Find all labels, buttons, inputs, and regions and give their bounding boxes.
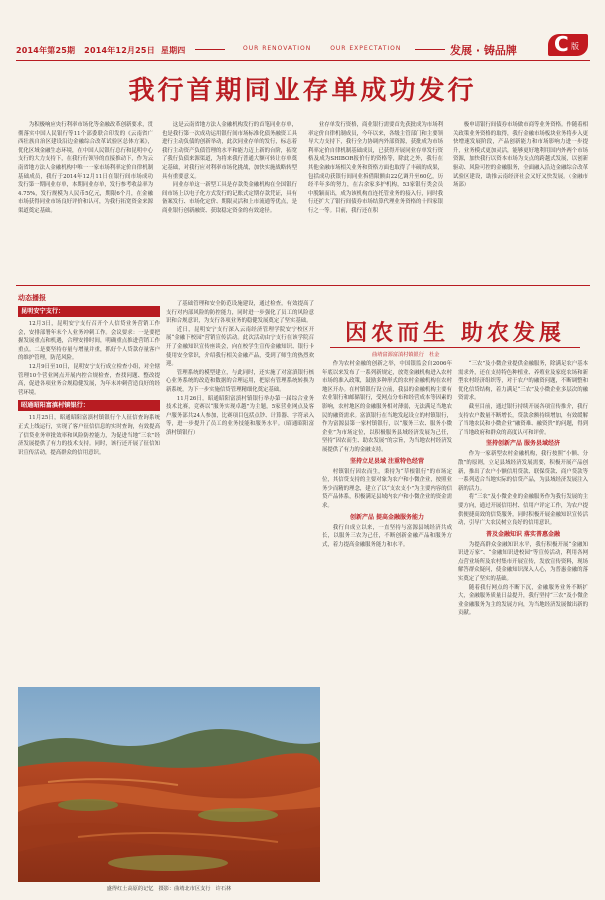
article2-para1: 作为农村金融的创新之举，中国银监会自2006年年底以来发布了一系列新规定，放宽金融机构进入农村市场的准入政策，鼓励多种形式的农村金融机构在农村地区开办。在村镇银行设立前，我县的金融机构主要有农业银行和邮储银行，受网点分布和经营成本等因素的影响，农村地区的金融服务相对薄弱，无法满足当地农民的融资需求。富滇银行在当地发起设立的村镇银行，作为富源县第一家村镇银行，以“服务三农、服务小微企业”为市场定位，以积极服务县域经济发展为己任，坚持“因农而生、助农发展”的宗旨，为当地农村经济发展提供了有力的金融支持。 <box>322 361 452 453</box>
header-rule-right <box>415 49 445 50</box>
issue-date: 2014年12月25日 <box>84 46 155 55</box>
article2-para8: 为提高群众金融知识水平，我行积极开展“金融知识进万家”、“金融知识进校园”等宣传活动，利用各网点营业场所及农村集市开展宣传，发放宣传资料，现场解答群众疑问，使金融知识深入人心，为普惠金融的落实奠定了坚实的基础。 <box>458 541 588 583</box>
article2-para5: 我行自成立以来，一直坚持与富源县域经济共成长，以服务三农为己任，不断创新金融产品和服务方式，着力提高金融服务能力和水平。 <box>322 524 452 548</box>
article1-col4 <box>453 121 588 281</box>
section-badge <box>548 34 588 56</box>
news-brief-p5: 近日，昆明安宁支行深入云南经济管理学院安宁校区开展“金融下校园”营销宣传活动。此次活动由宁支行在该学院召开了金融知识宣传座谈会，向在校学生宣传金融知识、银行卡使用安全常识，介绍我行相关金融产品，受到了师生的热烈欢迎。 <box>166 326 314 368</box>
header-divider <box>16 60 590 61</box>
news-brief-label: 动态播报 <box>18 294 46 302</box>
article1-col2 <box>162 121 297 281</box>
badge-word: 版 <box>571 42 579 51</box>
news-brief-p4: 了基础管理和安全防范设施建设，通过检查，有效提高了支行对内部风险的防控能力，同时进一步强化了员工的风险意识和合规意识，为支行各项业务的稳健发展奠定了坚实基础。 <box>166 301 314 325</box>
article1-para4: 业存单发行资格，商业银行需要首先获批成为市场利率定价自律机制成员，今年以来，各级主管部门和主要领导大力支持下，我行全力协调内外部资源，获批成为市场利率定价自律机制基础成员，已获得开展同业存单发行资格及成为SHIBOR报价行的资格等，除此之外，我行在其他金融市场相关业务和资格方面也取得了丰硕的成果，包括成功获银行间同业拆借限额由22亿调升至60亿，历经半年多的努力，在古余家多护机构，53家银行类会员中脱颖而出，成为该机构直连托管业务的接入行，同时我行还扩大了银行间债券市场结算代理业务资格的十四家银行之一等。目前，我行还在积 <box>308 122 443 214</box>
news-brief-col1 <box>18 292 160 682</box>
article2-para9: 随着我行网点的不断下沉，金融服务业务不断扩大，金融服务质量日益提升，我行坚持“三农”及小微企业金融服务为主的发展方向，为当地经济发展做出新的贡献。 <box>458 584 588 617</box>
news-brief-sub2: 昭通昭阳富滇村镇银行： <box>18 400 160 411</box>
article1-col3 <box>308 121 443 281</box>
slogan-renovation: OUR RENOVATION <box>243 45 312 52</box>
article1-title: 我行首期同业存单成功发行 <box>128 76 477 106</box>
article2-subhead4: 普及金融知识 落实普惠金融 <box>485 530 561 538</box>
photo-caption: 盛得红土高原的记忆 摄影：曲靖北市区支行 许石林 <box>106 886 232 892</box>
news-brief-p6: 管理系统的模型建立，与此同时，还实施了对富滇银行核心业务系统的改造和数据的合理运用，把原有管理系统转换为新系统，为下一步实施信贷管理精细化奠定基础。 <box>166 369 314 393</box>
slogan-expectation: OUR EXPECTATION <box>330 45 402 52</box>
header-slogan <box>235 45 409 52</box>
article2-col2 <box>458 360 588 885</box>
article-divider <box>16 285 590 286</box>
article2-para2: 村镇银行因农而生，秉持为“草根银行”的市场定位，其信贷支持的主要对象为农户和小微企业，按照业务少而精的理念，建立了以“支农支小”为主要内容的信贷产品体系，积极满足县域内农户和小微企业的资金需求。 <box>322 468 452 509</box>
page-header <box>0 0 605 62</box>
news-brief-p2: 12月9日至10日，昆明安宁支行成立检查小组，对全辖管理10个营业网点开展内控合规检查，查找问题、整改提高，促进各项业务合规稳健发展，为年末冲刺营造良好的经营环境。 <box>18 363 160 396</box>
title2-rule <box>330 347 580 348</box>
news-brief-sub1: 昆明安宁支行： <box>18 306 160 317</box>
issue-info <box>16 45 186 56</box>
article1-para2: 这是云南省地方法人金融机构发行的首笔同业存单，也是我行第一次成功运用银行间市场标准化债务融资工具进行主动负债的创新举动，此次同业存单的发行，标志着我行主动资产负债管理的水平和能力迈上新的台阶，拓宽了我行负债来源渠道，为将来我行普通大额可转让存单奠定基础，对我行应对利率市场化挑战，加快实施战略转型具有重要意义。 <box>162 122 297 180</box>
article1-col1 <box>18 121 153 281</box>
article2-para6: 作为一家新型农村金融机构，我行按照“小额、分散”的原则，立足县域经济发展需要，积极开展产品创新，推出了农户小额信用贷款、联保贷款、商户贷款等一系列适合当地实际的信贷产品，为县域经济发展注入新的活力。 <box>458 451 588 492</box>
article1-para5: 极申请银行间债券市场做市商等业务资格。作随着相关政策业务资格的取得，我行金融市场板块业务将步入更快增速发展阶段，产品创新能力和市场影响力进一步提升，业务模式更加灵活，能够更好地利用国内外两个市场资源，加快我行以资本市场为支点的跨越式发展，以创新驱动、风险可控的金融服务，全面融入沿边金融综合改革试验区建设，助推云南经济社会又好又快发展。（金融市场部） <box>453 122 588 189</box>
issue-weekday: 星期四 <box>160 46 186 55</box>
article2-para3: “三农”及小微企业提供金融服务，除满足农户基本需求外，还在支持特色种植业、养殖业及家庭农场和新型农村经济组织等，对于农户的融资问题，不断调整和优化信贷结构，着力满足“三农”及小微企业多层次的融资需求。 <box>458 361 588 402</box>
article2-subhead3: 创新产品 提高金融服务能力 <box>349 513 425 521</box>
article2-col1 <box>322 360 452 885</box>
news-brief-p3: 11月25日，昭通昭阳富滇村镇银行个人征信查询系统正式上线运行，实现了客户征信信息的实时查询，有效提高了信贷业务审批效率和风险防控能力，为促进当地“三农”经济发展提供了有力的技术支持。同时，该行还开展了征信知识宣传活动，提高群众的信用意识。 <box>18 415 160 456</box>
issue-number: 2014年第25期 <box>16 46 76 55</box>
article2-title: 因农而生 助农发展 <box>345 321 565 346</box>
article2-para7: 将“三农”及小微企业的金融服务作为我行发展的主要方向，通过开展信用村、信用户评定工作，为农户提供便捷高效的信贷服务，同时积极开展金融知识宣传活动，引导广大农民树立良好的信用意识。 <box>458 494 588 527</box>
news-brief-p1: 12月3日，昆明安宁支行召开个人信贷业务营销工作会，安排部署年末个人业务冲刺工作。会议要求：一是要把握发展重点和机遇，合理安排时间，明确重点推进营销工作重点。二是要坚持存量与增量并重，抓好个人贷款存量客户的维护管理，防范风险。 <box>18 321 160 362</box>
article1-para1: 为积极响应央行利率市场化等金融改革创新要求，贯彻落实中国人民银行等11个部委联合印发的《云南省广西壮族自治区建设沿边金融综合改革试验区总体方案》，优化区域金融生态环境，在中国人民银行总行和昆明中心支行的大力支持下，在我行行领导的直接推动下，作为云南省地方法人金融机构中唯一一家市场利率定价自律机制基础成员，我行于2014年12月11日在银行间市场成功发行第一期同业存单，本期同业存单，发行参考收益率为4.75%，发行规模为人民币5亿元，期限6个月，在金融市场获得同业市场良好评价和认可，为我行拓宽资金来源渠道奠定基础。 <box>18 122 153 214</box>
article2-byline: 曲靖富源富滇村镇银行 杜金 <box>372 352 440 358</box>
header-rule-left <box>195 49 225 50</box>
news-brief-col2 <box>166 300 314 680</box>
landscape-photo <box>18 687 320 882</box>
section-name: 发展 · 铸品牌 <box>450 44 517 57</box>
news-brief-p7: 11月26日，昭通昭阳富滇村镇银行举办第一届综合业务技术比赛，竞赛以“服务实现卓越”为主题，5家营业网点及客户服务部共24人参加，比赛项目包括点钞、计算器、字符录入等，进一步提升了员工的业务技能和服务水平。（昭通昭阳富滇村镇银行） <box>166 395 314 436</box>
article2-para4: 截至目前，通过银行持续开展各项宣传推介，我行支持农户数量不断增长，贷款余额持续增加，有效缓解了当地农民和小微企业“融资难、融资贵”的问题，得到了当地政府和群众的高度认可和评价。 <box>458 403 588 436</box>
red-earth-plateau-image <box>18 687 320 882</box>
badge-letter: C <box>554 32 569 56</box>
article1-para3: 同业存单这一新型工具是存款类金融机构在全国银行间市场上以电子化方式发行的记账式定期存款凭证，具有备案发行、市场化定价、期限灵活和上市流通等优点，是商业银行创新融资、获取稳定资金的有效途径。 <box>162 182 297 214</box>
article2-subhead1: 坚持立足县域 注重特色经营 <box>349 457 425 465</box>
article2-subhead2: 坚持创新产品 服务县域经济 <box>485 440 561 448</box>
